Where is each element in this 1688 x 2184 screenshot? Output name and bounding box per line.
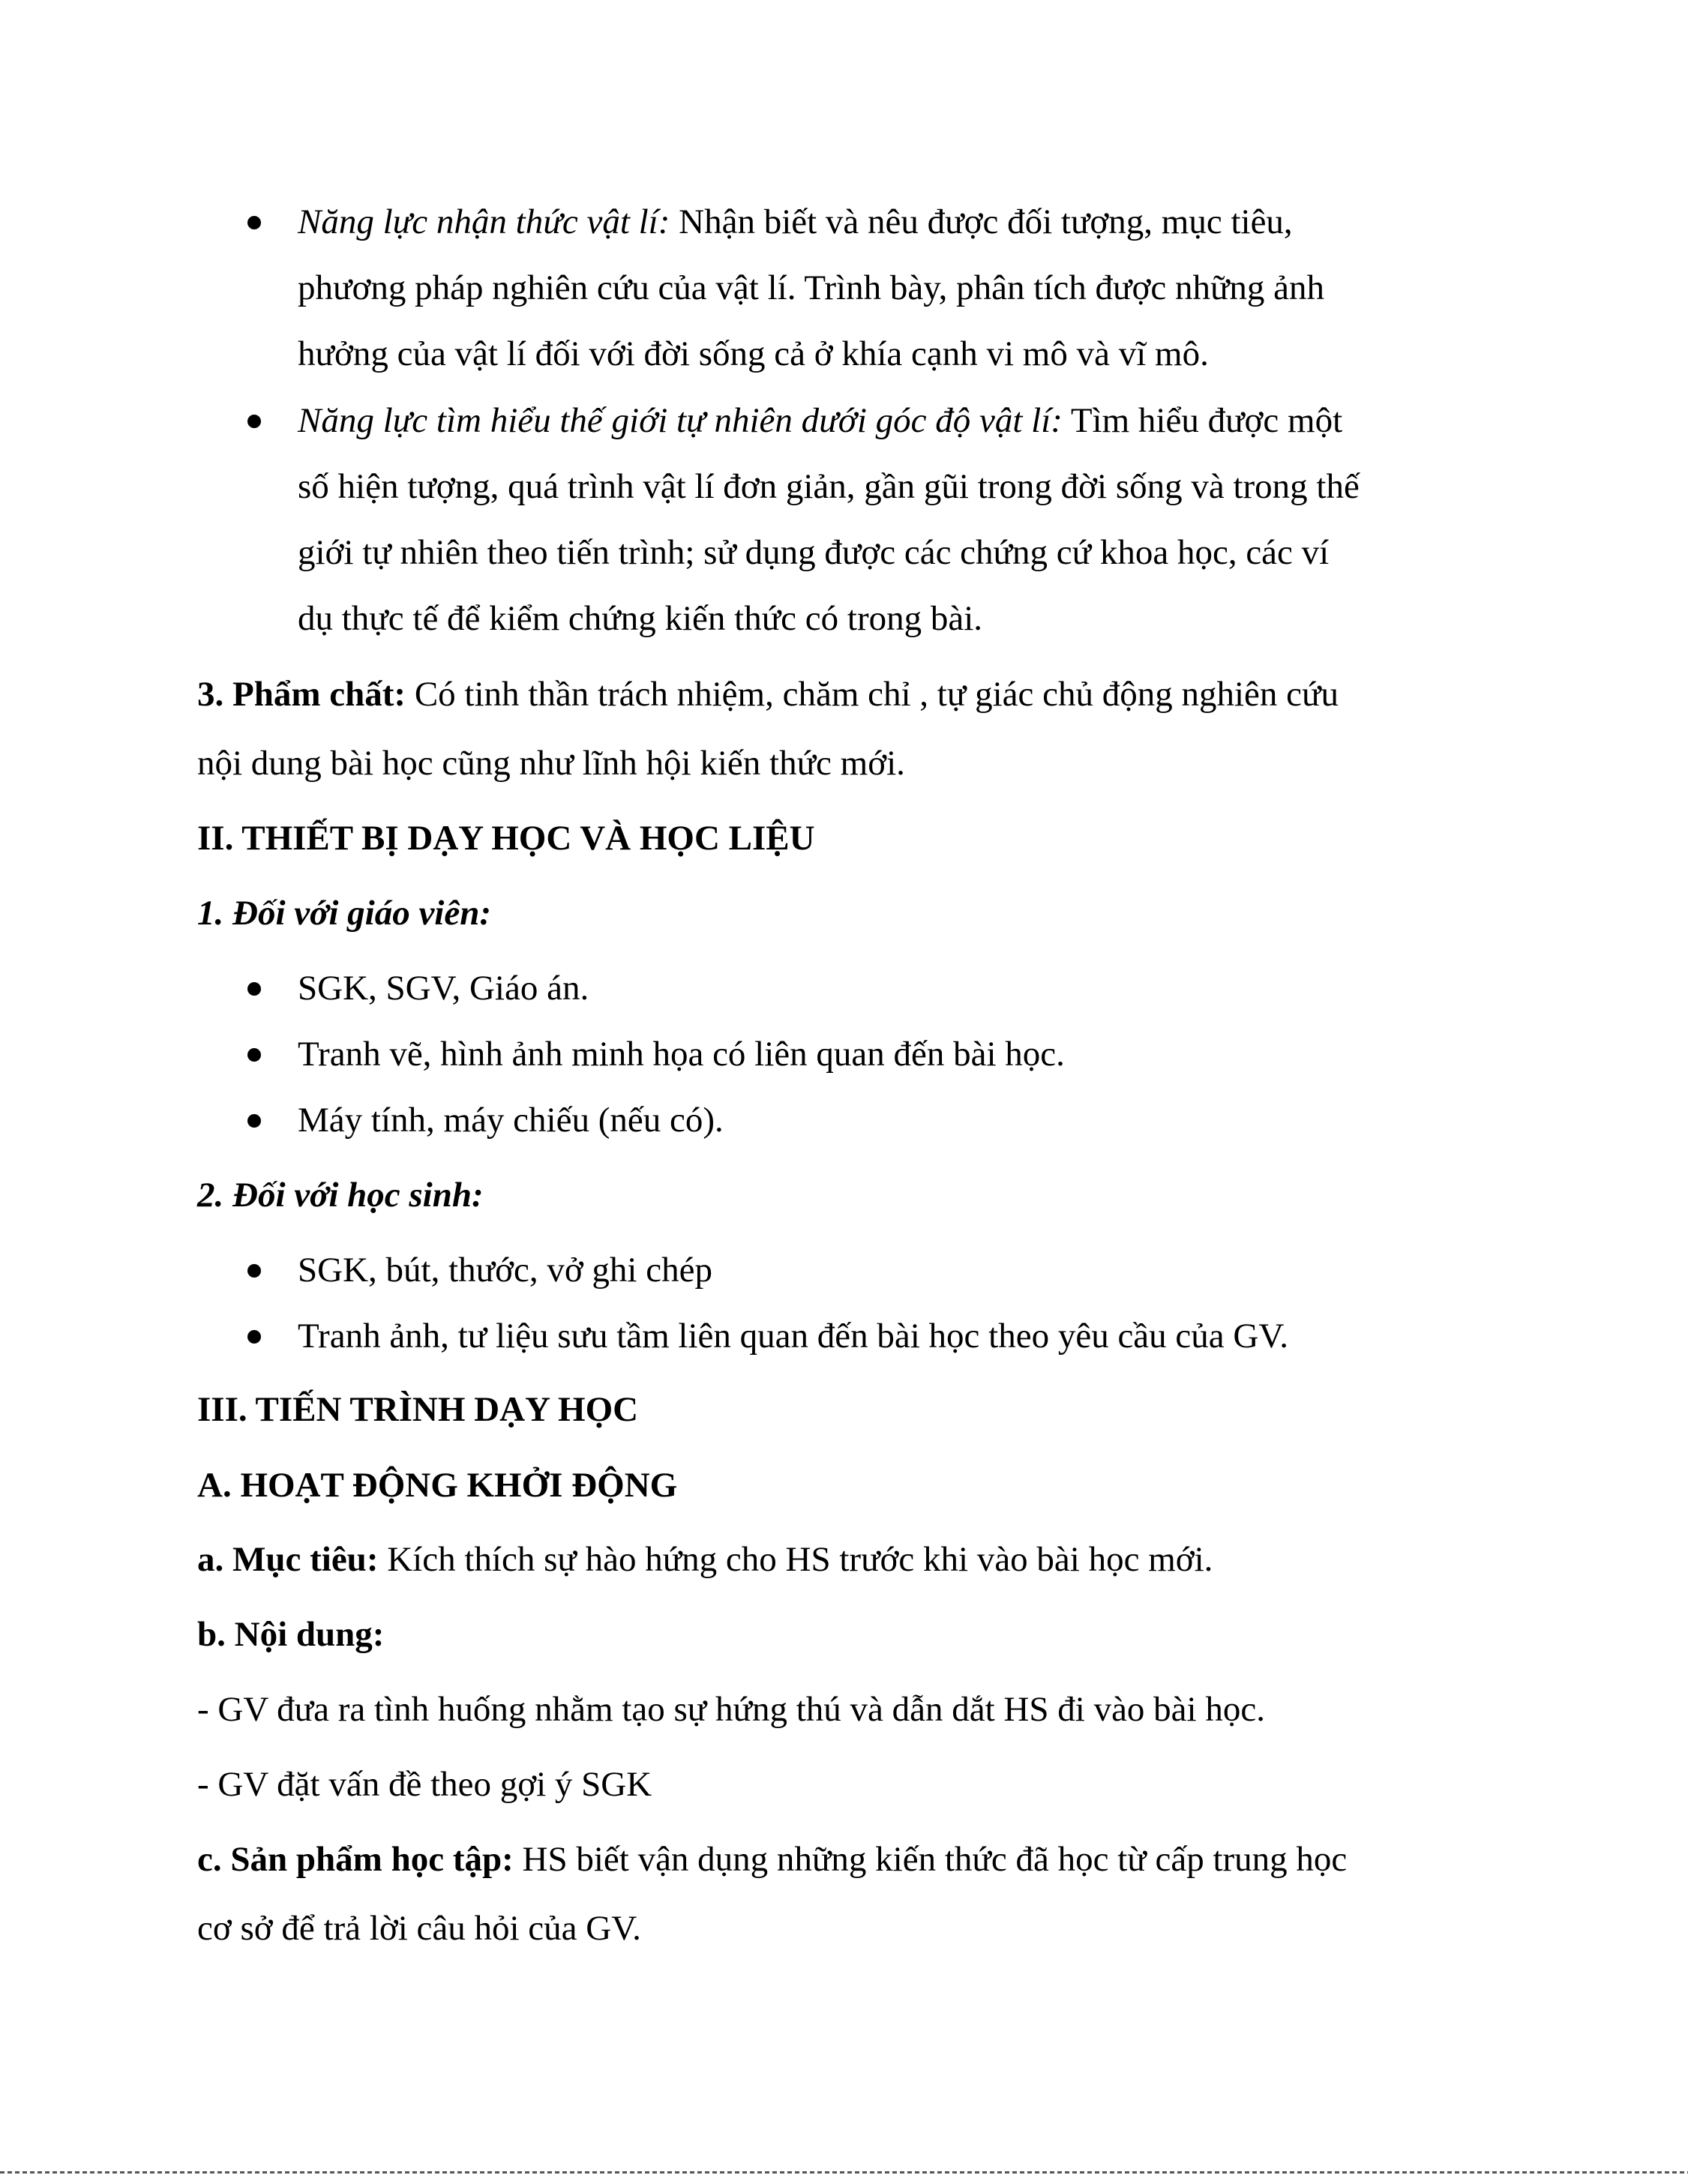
hoc-sinh-item: Tranh ảnh, tư liệu sưu tầm liên quan đến bài học theo yêu cầu của GV. <box>298 1317 1288 1356</box>
bullet-dot <box>247 1264 261 1278</box>
bullet-nang-luc-2-line-1 <box>298 400 1342 442</box>
section-3-title: III. TIẾN TRÌNH DẠY HỌC <box>197 1390 639 1429</box>
giao-vien-item: Tranh vẽ, hình ảnh minh họa có liên quan đến bài học. <box>298 1035 1065 1074</box>
hoat-dong-title: A. HOẠT ĐỘNG KHỞI ĐỘNG <box>197 1466 678 1505</box>
bullet-dot <box>247 216 261 229</box>
bullet-dot <box>247 1330 261 1344</box>
bullet-dot <box>247 1048 261 1062</box>
page-bottom-edge <box>0 2171 1688 2174</box>
bullet-label: Năng lực tìm hiểu thế giới tự nhiên dưới góc độ vật lí: <box>298 401 1063 440</box>
hoc-sinh-title: 2. Đối với học sinh: <box>197 1176 484 1215</box>
pham-chat-line-1 <box>197 673 1339 715</box>
san-pham-line-2: cơ sở để trả lời câu hỏi của GV. <box>197 1909 641 1948</box>
pham-chat-text: Có tinh thần trách nhiệm, chăm chỉ , tự giác chủ động nghiên cứu <box>406 675 1339 714</box>
muc-tieu-label: a. Mục tiêu: <box>197 1540 379 1579</box>
bullet-text: Tìm hiểu được một <box>1062 401 1343 440</box>
san-pham-text: HS biết vận dụng những kiến thức đã học từ cấp trung học <box>513 1840 1348 1879</box>
muc-tieu-line <box>197 1538 1213 1580</box>
san-pham-line-1 <box>197 1838 1347 1880</box>
bullet-nang-luc-1-line-3: hưởng của vật lí đối với đời sống cả ở khía cạnh vi mô và vĩ mô. <box>298 334 1209 373</box>
giao-vien-title: 1. Đối với giáo viên: <box>197 894 492 933</box>
giao-vien-item: SGK, SGV, Giáo án. <box>298 969 589 1008</box>
bullet-dot <box>247 415 261 428</box>
section-2-title: II. THIẾT BỊ DẠY HỌC VÀ HỌC LIỆU <box>197 819 815 858</box>
pham-chat-line-2: nội dung bài học cũng như lĩnh hội kiến thức mới. <box>197 744 905 783</box>
pham-chat-label: 3. Phẩm chất: <box>197 675 406 714</box>
noi-dung-line: - GV đưa ra tình huống nhằm tạo sự hứng thú và dẫn dắt HS đi vào bài học. <box>197 1690 1265 1729</box>
bullet-nang-luc-2-line-4: dụ thực tế để kiểm chứng kiến thức có trong bài. <box>298 599 983 638</box>
san-pham-label: c. Sản phẩm học tập: <box>197 1840 514 1879</box>
giao-vien-item: Máy tính, máy chiếu (nếu có). <box>298 1101 724 1140</box>
bullet-nang-luc-2-line-2: số hiện tượng, quá trình vật lí đơn giản, gần gũi trong đời sống và trong thế <box>298 467 1360 506</box>
bullet-nang-luc-1-line-1 <box>298 201 1293 243</box>
bullet-label: Năng lực nhận thức vật lí: <box>298 202 670 241</box>
bullet-dot <box>247 982 261 996</box>
bullet-text: Nhận biết và nêu được đối tượng, mục tiêu, <box>670 202 1293 241</box>
bullet-nang-luc-2-line-3: giới tự nhiên theo tiến trình; sử dụng được các chứng cứ khoa học, các ví <box>298 533 1330 572</box>
muc-tieu-text: Kích thích sự hào hứng cho HS trước khi vào bài học mới. <box>378 1540 1213 1579</box>
noi-dung-label: b. Nội dung: <box>197 1615 385 1654</box>
hoc-sinh-item: SGK, bút, thước, vở ghi chép <box>298 1251 712 1290</box>
noi-dung-line: - GV đặt vấn đề theo gợi ý SGK <box>197 1765 652 1804</box>
bullet-dot <box>247 1114 261 1128</box>
bullet-nang-luc-1-line-2: phương pháp nghiên cứu của vật lí. Trình bày, phân tích được những ảnh <box>298 268 1325 307</box>
